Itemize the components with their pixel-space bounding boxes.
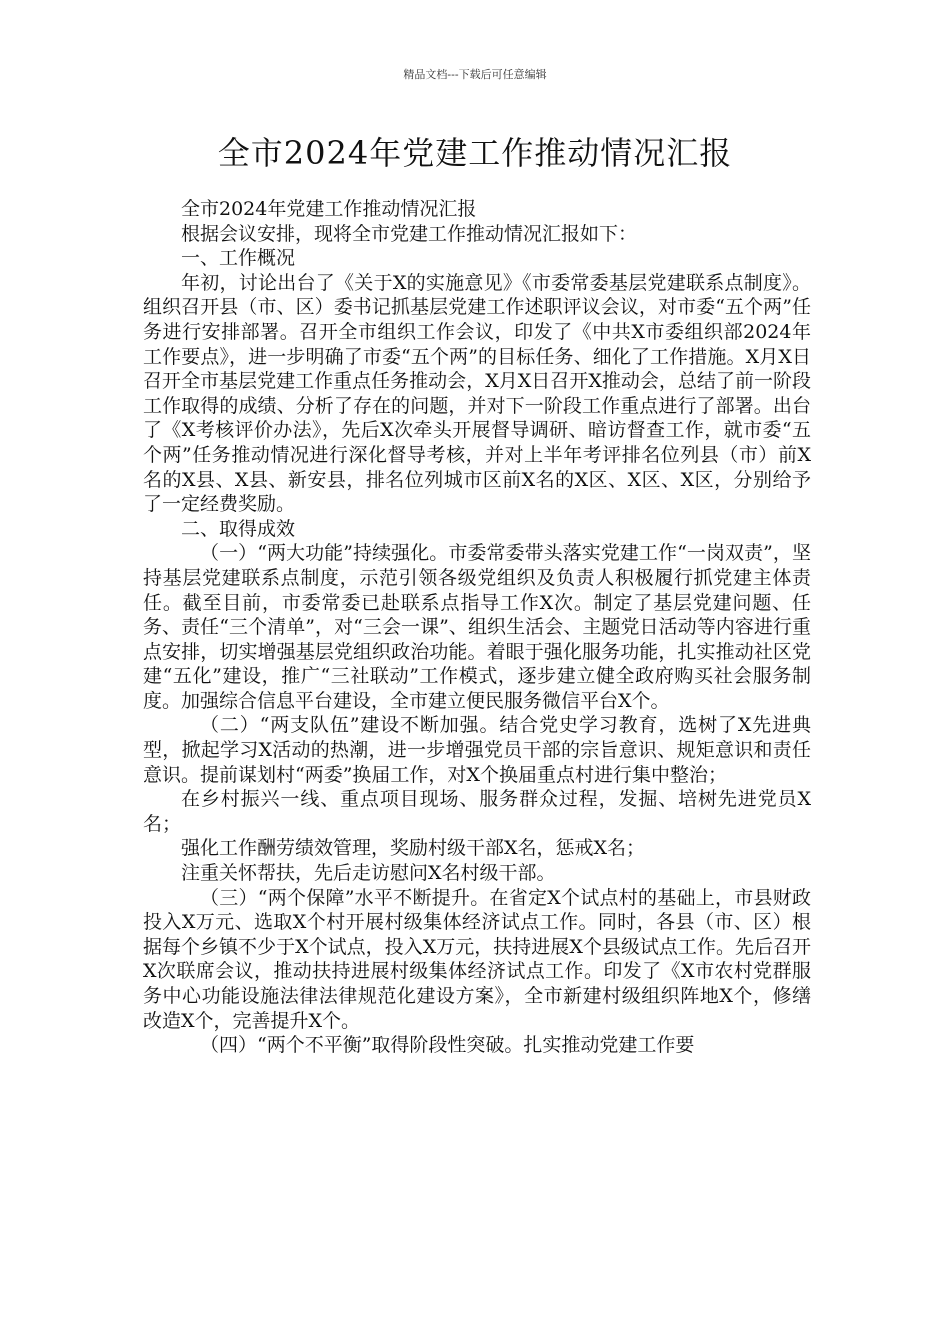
header-note: 精品文档---下载后可任意编辑 xyxy=(403,68,547,81)
document-body xyxy=(143,197,811,1058)
subsection-paragraph: （三）“两个保障”水平不断提升。在省定X个试点村的基础上，市县财政投入X万元、选取X个村开展村级集体经济试点工作。同时，各县（市、区）根据每个乡镇不少于X个试点，投入X万元，扶持进展X个县级试点工作。先后召开X次联席会议，推动扶持进展村级集体经济试点工作。印发了《X市农村党群服务中心功能设施法律法律规范化建设方案》，全市新建村级组织阵地X个，修缮改造X个，完善提升X个。 xyxy=(143,886,811,1032)
paragraph: 在乡村振兴一线、重点项目现场、服务群众过程，发掘、培树先进党员X名； xyxy=(143,788,811,835)
paragraph: 强化工作酬劳绩效管理，奖励村级干部X名，惩戒X名； xyxy=(181,837,646,860)
paragraph: 根据会议安排，现将全市党建工作推动情况汇报如下： xyxy=(181,222,638,245)
subsection-paragraph: （二）“两支队伍”建设不断加强。结合党史学习教育，选树了X先进典型，掀起学习X活动的热潮，进一步增强党员干部的宗旨意识、规矩意识和责任意识。提前谋划村“两委”换届工作，对X个换届重点村进行集中整治； xyxy=(143,714,811,786)
section-heading: 二、取得成效 xyxy=(181,517,296,540)
paragraph: 年初，讨论出台了《关于X的实施意见》《市委常委基层党建联系点制度》。组织召开县（市、区）委书记抓基层党建工作述职评议会议，对市委“五个两”任务进行安排部署。召开全市组织工作会议，印发了《中共X市委组织部2024年工作要点》，进一步明确了市委“五个两”的目标任务、细化了工作措施。X月X日召开全市基层党建工作重点任务推动会，X月X日召开X推动会，总结了前一阶段工作取得的成绩、分析了存在的问题，并对下一阶段工作重点进行了部署。出台了《X考核评价办法》，先后X次牵头开展督导调研、暗访督查工作，就市委“五个两”任务推动情况进行深化督导考核，并对上半年考评排名位列县（市）前X名的X县、X县、新安县，排名位列城市区前X名的X区、X区、X区，分别给予了一定经费奖励。 xyxy=(143,271,811,516)
subsection-paragraph: （四）“两个不平衡”取得阶段性突破。扎实推动党建工作要 xyxy=(200,1034,695,1057)
paragraph: 全市2024年党建工作推动情况汇报 xyxy=(181,198,477,220)
document-title: 全市2024年党建工作推动情况汇报 xyxy=(217,134,733,172)
paragraph: 注重关怀帮扶，先后走访慰问X名村级干部。 xyxy=(181,862,556,885)
section-heading: 一、工作概况 xyxy=(181,247,296,270)
subsection-paragraph: （一）“两大功能”持续强化。市委常委带头落实党建工作“一岗双责”，坚持基层党建联系点制度，示范引领各级党组织及负责人积极履行抓党建主体责任。截至目前，市委常委已赴联系点指导工作X次。制定了基层党建问题、任务、责任“三个清单”，对“三会一课”、组织生活会、主题党日活动等内容进行重点安排，切实增强基层党组织政治功能。着眼于强化服务功能，扎实推动社区党建“五化”建设，推广“三社联动”工作模式，逐步建立健全政府购买社会服务制度。加强综合信息平台建设，全市建立便民服务微信平台X个。 xyxy=(143,542,811,712)
